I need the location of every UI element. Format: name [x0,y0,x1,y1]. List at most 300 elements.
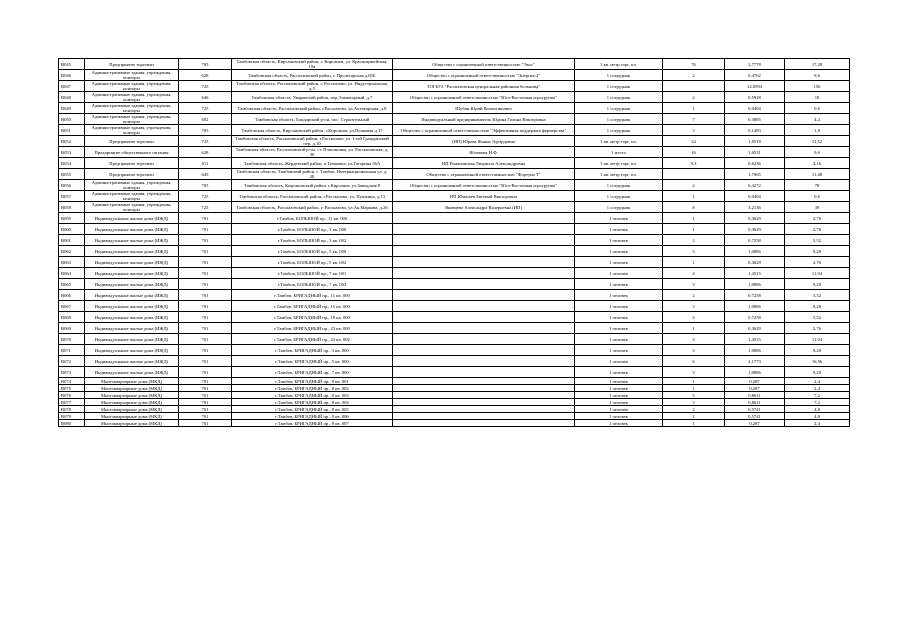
cell-unit: 1 человек [575,392,663,399]
cell-norm: 2,4 [785,385,850,392]
cell-object-type: Предприятие общественного питания [85,147,179,158]
cell-norm: 11,52 [785,136,850,147]
cell-quantity: 3 [663,125,725,136]
cell-organization: Общество с ограниченной ответственностью "Фортуна Т" [393,169,575,180]
cell-organization [393,224,575,235]
cell-code: 701 [179,279,232,290]
cell-unit: 1 кв. метр торг. пл. [575,59,663,70]
cell-norm: 11,48 [785,169,850,180]
cell-address: г.Тамбов, БРИГАДНЫЙ пр., 7 кв. 000 [232,367,393,378]
cell-value: 0,3885 [725,114,785,125]
cell-norm: 7,2 [785,399,850,406]
cell-norm: 8,28 [785,301,850,312]
cell-object-type: Индивидуальные жилые дома (ИЖД) [85,224,179,235]
table-row [59,279,850,290]
cell-norm: 8,28 [785,345,850,356]
cell-row-id: В076 [59,392,85,399]
table-row [59,202,850,213]
cell-quantity: 8 [663,202,725,213]
cell-norm: 39 [785,202,850,213]
cell-code: 701 [179,323,232,334]
cell-address: г.Тамбов, БРИГАДНЫЙ пр., 5 кв. 000 [232,356,393,367]
cell-value: 1,7065 [725,169,785,180]
cell-address: Тамбовская область, Рассказовский район, г.Рассказово, ул. Пушкина, д.13 [232,191,393,202]
cell-norm: 9,6 [785,70,850,81]
cell-value: 0,7258 [725,290,785,301]
cell-norm: 9,6 [785,147,850,158]
cell-norm: 2,76 [785,224,850,235]
table-row [59,213,850,224]
cell-object-type: Индивидуальные жилые дома (ИЖД) [85,268,179,279]
cell-object-type: Индивидуальные жилые дома (ИЖД) [85,323,179,334]
cell-quantity: 2 [663,312,725,323]
table-row [59,147,850,158]
cell-address: г.Тамбов, БРИГАДНЫЙ пр., 15 кв. 000 [232,301,393,312]
cell-row-id: В048 [59,92,85,103]
cell-unit: 1 человек [575,268,663,279]
cell-code: 701 [179,257,232,268]
cell-unit: 1 человек [575,301,663,312]
cell-row-id: В054 [59,158,85,169]
cell-code: 701 [179,312,232,323]
cell-object-type: Предприятие торговли [85,59,179,70]
cell-row-id: В045 [59,59,85,70]
cell-value: 0,8611 [725,399,785,406]
cell-norm: 2,76 [785,213,850,224]
table-row [59,323,850,334]
cell-norm: 5,52 [785,290,850,301]
cell-value: 1,0886 [725,246,785,257]
cell-quantity: 4 [663,268,725,279]
cell-quantity: 9,3 [663,158,725,169]
cell-code: 705 [179,59,232,70]
cell-address: Тамбовская область, Рассказовский район, г. Рассказово, ул. Индустриальная, д.5 [232,81,393,92]
cell-value: 2,1773 [725,356,785,367]
cell-quantity: 3 [663,279,725,290]
cell-code: 701 [179,213,232,224]
cell-code: 701 [179,334,232,345]
cell-code: 705 [179,125,232,136]
cell-object-type: Административные здания, учреждения, конторы [85,125,179,136]
cell-organization [393,413,575,420]
table-row [59,378,850,385]
cell-object-type: Административные здания, учреждения, конторы [85,202,179,213]
cell-quantity: 1 [663,420,725,427]
table-row [59,356,850,367]
cell-address: Тамбовская область, Жердевский район, п.Томковка, ул.Гагарина 56А [232,158,393,169]
cell-row-id: В051 [59,125,85,136]
cell-object-type: Индивидуальные жилые дома (ИЖД) [85,356,179,367]
cell-organization [393,257,575,268]
cell-quantity: 3 [663,392,725,399]
cell-organization: ИП Романовская Людмила Александровна [393,158,575,169]
cell-row-id: В065 [59,279,85,290]
table-row [59,406,850,413]
cell-object-type: Предприятие торговли [85,136,179,147]
cell-unit: 1 сотрудник [575,114,663,125]
cell-address: г.Тамбов, БОЛЬШОЙ пр., 5 кв. 002 [232,257,393,268]
cell-code: 701 [179,301,232,312]
cell-quantity: 3 [663,399,725,406]
cell-norm: 18 [785,92,850,103]
cell-code: 701 [179,356,232,367]
cell-unit: 1 сотрудник [575,92,663,103]
cell-object-type: Административные здания, учреждения, конторы [85,70,179,81]
table-row [59,367,850,378]
cell-quantity: 3 [663,345,725,356]
cell-unit: 1 человек [575,413,663,420]
cell-address: Тамбовская область, Рассказовский район, г. Рассказово, ул.Ак.Маркова, д.26 [232,202,393,213]
cell-organization: Общество с ограниченной ответственностью "Экос" [393,59,575,70]
cell-row-id: В060 [59,224,85,235]
cell-address: г.Тамбов, БОЛЬШОЙ пр., 11 кв. 000 [232,213,393,224]
cell-object-type: Индивидуальные жилые дома (ИЖД) [85,367,179,378]
cell-address: Тамбовская область, Уваровский район, пер.Элеваторный, д.7 [232,92,393,103]
cell-organization [393,406,575,413]
cell-object-type: Индивидуальные жилые дома (ИЖД) [85,235,179,246]
cell-unit: 1 человек [575,378,663,385]
cell-value: 1,8518 [725,136,785,147]
table-row [59,191,850,202]
cell-value: 2,7778 [725,59,785,70]
table-row [59,180,850,191]
table-row [59,92,850,103]
cell-value: 0,0494 [725,191,785,202]
cell-norm: 1,8 [785,125,850,136]
cell-value: 0,4762 [725,70,785,81]
cell-object-type: Индивидуальные жилые дома (ИЖД) [85,312,179,323]
cell-value: 0,1483 [725,125,785,136]
cell-value: 0,7258 [725,235,785,246]
cell-object-type: Индивидуальные жилые дома (ИЖД) [85,257,179,268]
cell-address: г.Тамбов, БОЛЬШОЙ пр., 7 кв. 003 [232,279,393,290]
cell-code: 701 [179,392,232,399]
cell-row-id: В070 [59,334,85,345]
cell-row-id: В078 [59,406,85,413]
cell-quantity: 2 [663,180,725,191]
cell-norm: 8,28 [785,367,850,378]
cell-object-type: Индивидуальные жилые дома (ИЖД) [85,279,179,290]
cell-row-id: В059 [59,213,85,224]
cell-quantity: 2 [663,92,725,103]
cell-quantity: 3 [663,367,725,378]
cell-unit: 1 человек [575,323,663,334]
cell-quantity: 1 [663,224,725,235]
cell-code: 701 [179,367,232,378]
cell-row-id: В052 [59,136,85,147]
cell-address: г.Тамбов, БОЛЬШОЙ пр., 5 кв. 000 [232,246,393,257]
cell-row-id: В050 [59,114,85,125]
cell-address: г.Тамбов, БРИГАДНЫЙ пр., 8 кв. 002 [232,385,393,392]
cell-value: 0,3629 [725,224,785,235]
cell-unit: 1 человек [575,224,663,235]
table-row [59,235,850,246]
cell-address: Тамбовская область, Рассказовский район, г. Пролетарская д.65Б [232,70,393,81]
cell-address: г.Тамбов, БРИГАДНЫЙ пр., 3 кв. 000 [232,345,393,356]
cell-object-type: Многоквартирные дома (МКД) [85,406,179,413]
cell-object-type: Административные здания, учреждения, конторы [85,81,179,92]
cell-quantity: 4 [663,334,725,345]
cell-row-id: В069 [59,323,85,334]
cell-organization: Общество с ограниченной ответственностью "Энергия-2" [393,70,575,81]
cell-norm: 78 [785,180,850,191]
cell-organization: ТОГБУЗ "Рассказовская центральная районная больница" [393,81,575,92]
cell-value: 0,287 [725,385,785,392]
cell-address: г.Тамбов, БРИГАДНЫЙ пр., 8 кв. 004 [232,399,393,406]
table-row [59,59,850,70]
cell-unit: 1 сотрудник [575,81,663,92]
cell-organization: Общество с ограниченной ответственностью "Юго-Восточная агрогруппа" [393,180,575,191]
cell-organization [393,235,575,246]
cell-unit: 1 человек [575,345,663,356]
cell-code: 725 [179,191,232,202]
cell-quantity: 1 [663,323,725,334]
cell-address: Тамбовская область, Рассказовский р-он, ст. Платоновка, ул. Рассказовская, д. 30 [232,147,393,158]
cell-address: г.Тамбов, БРИГАДНЫЙ пр., 8 кв. 005 [232,406,393,413]
cell-code: 646 [179,92,232,103]
cell-unit: 1 сотрудник [575,202,663,213]
cell-value: 0,5741 [725,413,785,420]
cell-code: 701 [179,385,232,392]
cell-quantity: 2 [663,70,725,81]
cell-value: 3,2136 [725,202,785,213]
cell-unit: 1 человек [575,290,663,301]
cell-organization [393,356,575,367]
cell-object-type: Административные здания, учреждения, конторы [85,103,179,114]
cell-address: г.Тамбов, БРИГАДНЫЙ пр., 11 кв. 000 [232,290,393,301]
table-row [59,392,850,399]
cell-organization: Индивидуальный предприниматель Юдина Галина Викторовна [393,114,575,125]
cell-organization [393,312,575,323]
cell-organization [393,378,575,385]
cell-code: 701 [179,413,232,420]
cell-organization [393,367,575,378]
cell-organization: Шубин Юрий Валентинович [393,103,575,114]
cell-address: Тамбовская область, Бондарский р-он, пос. Строительный [232,114,393,125]
cell-object-type: Индивидуальные жилые дома (ИЖД) [85,301,179,312]
cell-organization [393,345,575,356]
cell-object-type: Многоквартирные дома (МКД) [85,378,179,385]
cell-organization [393,246,575,257]
cell-object-type: Предприятие торговли [85,169,179,180]
cell-unit: 1 сотрудник [575,103,663,114]
table-row [59,246,850,257]
cell-address: Тамбовская область, Кирсановский район, г. Кирсанов, ул. Красноармейская, 19а [232,59,393,70]
cell-row-id: В073 [59,367,85,378]
cell-unit: 1 человек [575,399,663,406]
cell-unit: 1 человек [575,406,663,413]
table-row [59,257,850,268]
cell-norm: 8,28 [785,246,850,257]
cell-object-type: Административные здания, учреждения, конторы [85,92,179,103]
cell-quantity: 2 [663,413,725,420]
table-row [59,81,850,92]
cell-address: Тамбовская область, Рассказовский район, г.Рассказово, ул. 1-ый Гражданский пер. д.10 [232,136,393,147]
cell-organization [393,268,575,279]
cell-code: 701 [179,399,232,406]
cell-row-id: В071 [59,345,85,356]
cell-row-id: В046 [59,70,85,81]
cell-norm: 4,2 [785,114,850,125]
cell-value: 1,6531 [725,147,785,158]
cell-organization [393,323,575,334]
cell-unit: 1 сотрудник [575,180,663,191]
cell-code: 628 [179,147,232,158]
cell-quantity: 76 [663,59,725,70]
cell-norm: 0,6 [785,191,850,202]
cell-value: 0,5928 [725,92,785,103]
cell-value: 0,6236 [725,158,785,169]
table-row [59,70,850,81]
cell-value: 0,0494 [725,103,785,114]
cell-unit: 1 человек [575,367,663,378]
cell-object-type: Индивидуальные жилые дома (ИЖД) [85,246,179,257]
cell-norm: 17,28 [785,59,850,70]
cell-address: Тамбовская область, Кирсановский район, г.Кирсанов, ул.Полковая д.17 [232,125,393,136]
cell-value: 1,0886 [725,345,785,356]
registry-table [58,58,850,427]
cell-organization: (ИП) Юрова Жанна Эдуардовна [393,136,575,147]
table-row [59,312,850,323]
cell-value: 1,0886 [725,279,785,290]
cell-norm: 8,28 [785,279,850,290]
table-row [59,334,850,345]
cell-code: 611 [179,158,232,169]
cell-organization [393,392,575,399]
cell-norm: 11,04 [785,334,850,345]
cell-norm: 0,6 [785,103,850,114]
cell-organization [393,385,575,392]
cell-row-id: В064 [59,268,85,279]
cell-value: 6,4272 [725,180,785,191]
cell-row-id: В072 [59,356,85,367]
cell-object-type: Индивидуальные жилые дома (ИЖД) [85,213,179,224]
cell-object-type: Многоквартирные дома (МКД) [85,392,179,399]
cell-organization: Яблокова Н.Ф. [393,147,575,158]
table-row [59,420,850,427]
cell-code: 602 [179,114,232,125]
cell-object-type: Административные здания, учреждения, конторы [85,114,179,125]
cell-row-id: В058 [59,202,85,213]
table-row [59,268,850,279]
cell-address: г.Тамбов, БРИГАДНЫЙ пр., 8 кв. 006 [232,413,393,420]
cell-norm: 156 [785,81,850,92]
cell-code: 701 [179,268,232,279]
cell-unit: 1 человек [575,213,663,224]
cell-unit: 1 сотрудник [575,191,663,202]
cell-quantity: 1 [663,378,725,385]
cell-unit: 1 человек [575,257,663,268]
cell-quantity: 1 [663,191,725,202]
cell-code: 725 [179,81,232,92]
cell-organization: Общество с ограниченной ответственностью "Юго-Восточная агрогруппа" [393,92,575,103]
cell-norm: 4,16 [785,158,850,169]
cell-address: Тамбовская область, Кирсановский район, г.Кирсанов, ул.Заводская 8 [232,180,393,191]
cell-row-id: В057 [59,191,85,202]
cell-value: 0,5741 [725,406,785,413]
cell-object-type: Административные здания, учреждения, конторы [85,191,179,202]
table-row [59,290,850,301]
cell-address: Тамбовская область, Тамбовский район, г. Тамбов, Интернациональная ул. д. 28 [232,169,393,180]
cell-quantity: 6 [663,356,725,367]
cell-value: 0,3629 [725,213,785,224]
cell-organization [393,420,575,427]
cell-value: 0,3629 [725,257,785,268]
cell-code: 725 [179,136,232,147]
cell-address: г.Тамбов, БРИГАДНЫЙ пр., 8 кв. 001 [232,378,393,385]
cell-code: 701 [179,406,232,413]
table-row [59,114,850,125]
cell-unit: 1 человек [575,279,663,290]
cell-organization: ИП Юмашев Евгений Викторович [393,191,575,202]
cell-norm: 5,52 [785,235,850,246]
cell-address: г.Тамбов, БОЛЬШОЙ пр., 3 кв. 000 [232,224,393,235]
cell-address: г.Тамбов, БРИГАДНЫЙ пр., 8 кв. 003 [232,392,393,399]
cell-value: 1,0886 [725,367,785,378]
cell-norm: 16,56 [785,356,850,367]
cell-object-type: Многоквартирные дома (МКД) [85,399,179,406]
cell-quantity: 2 [663,290,725,301]
table-row [59,345,850,356]
cell-row-id: В066 [59,290,85,301]
table-row [59,169,850,180]
cell-norm: 2,76 [785,257,850,268]
cell-row-id: В063 [59,257,85,268]
cell-organization [393,279,575,290]
cell-address: г.Тамбов, БРИГАДНЫЙ пр., 23 кв. 002 [232,334,393,345]
cell-row-id: В079 [59,413,85,420]
cell-value: 0,3629 [725,323,785,334]
cell-organization [393,290,575,301]
cell-object-type: Индивидуальные жилые дома (ИЖД) [85,334,179,345]
cell-code: 628 [179,70,232,81]
cell-unit: 1 человек [575,356,663,367]
cell-quantity: 7 [663,114,725,125]
cell-norm: 11,04 [785,268,850,279]
table-row [59,413,850,420]
cell-address: г.Тамбов, БРИГАДНЫЙ пр., 8 кв. 007 [232,420,393,427]
cell-value: 12,8594 [725,81,785,92]
cell-unit: 1 человек [575,246,663,257]
cell-address: г.Тамбов, БОЛЬШОЙ пр., 7 кв. 001 [232,268,393,279]
cell-row-id: В056 [59,180,85,191]
cell-quantity: 1 [663,103,725,114]
cell-row-id: В049 [59,103,85,114]
cell-code: 645 [179,169,232,180]
cell-row-id: В067 [59,301,85,312]
cell-row-id: В074 [59,378,85,385]
cell-norm: 5,52 [785,312,850,323]
cell-quantity: 16 [663,147,725,158]
cell-address: Тамбовская область, Рассказовский район, г.Рассказово, ул.Аптекарская, д.8 [232,103,393,114]
cell-norm: 4,8 [785,406,850,413]
cell-value: 0,8611 [725,392,785,399]
cell-code: 725 [179,202,232,213]
cell-object-type: Индивидуальные жилые дома (ИЖД) [85,290,179,301]
cell-unit: 1 место [575,147,663,158]
cell-norm: 2,76 [785,323,850,334]
table-row [59,125,850,136]
cell-object-type: Многоквартирные дома (МКД) [85,385,179,392]
table-row [59,224,850,235]
cell-value: 0,7258 [725,312,785,323]
cell-norm: 4,8 [785,413,850,420]
cell-code: 701 [179,378,232,385]
cell-quantity: 24 [663,136,725,147]
cell-object-type: Многоквартирные дома (МКД) [85,413,179,420]
cell-organization [393,301,575,312]
cell-row-id: В077 [59,399,85,406]
